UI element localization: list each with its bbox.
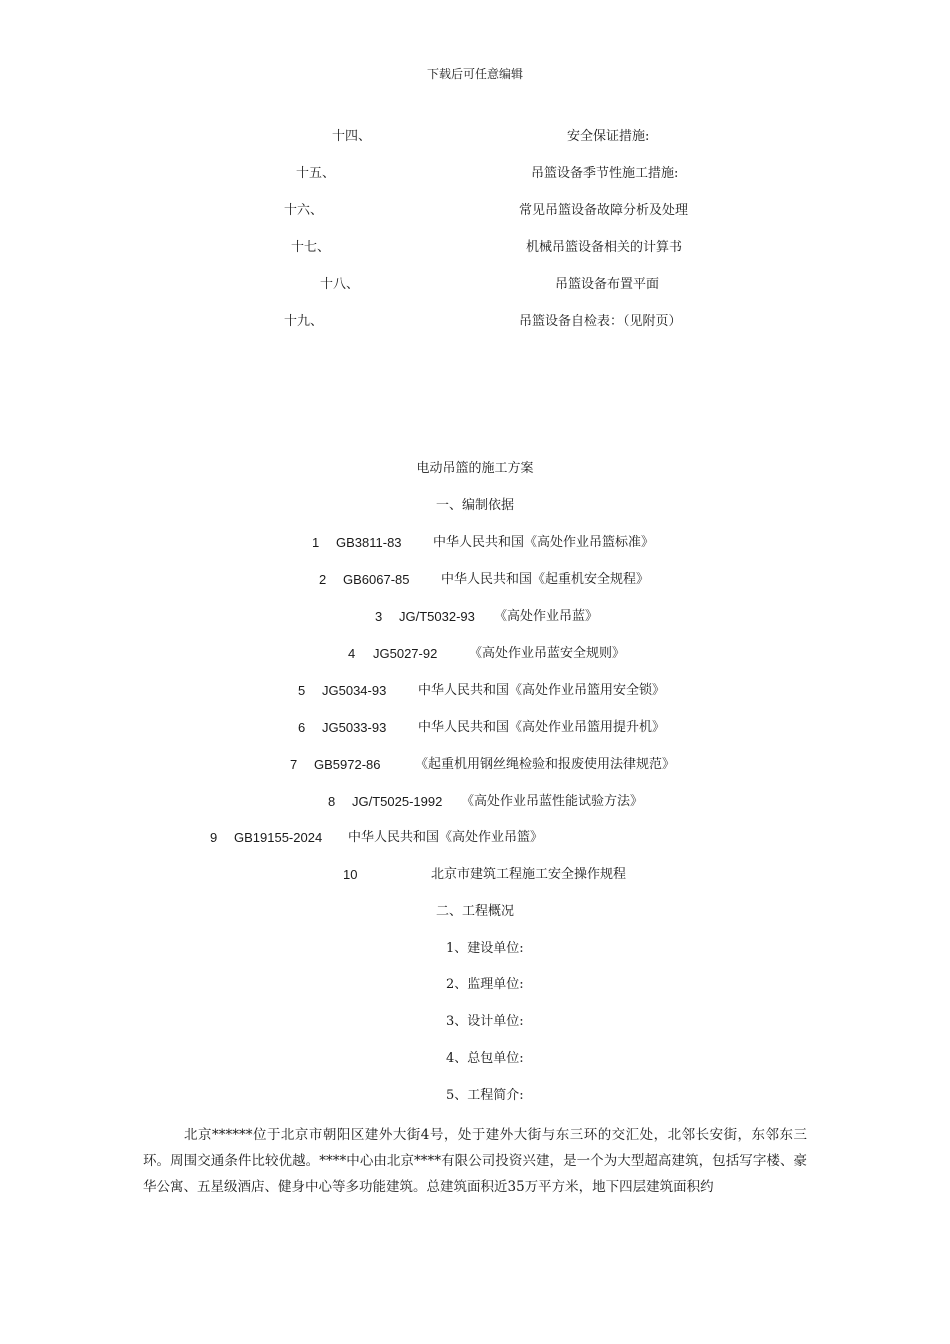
reference-title: 《高处作业吊蓝安全规则》 [469,646,626,661]
reference-number: 5 [298,683,306,698]
reference-number: 1 [312,535,320,550]
project-description-paragraph: 北京******位于北京市朝阳区建外大街4号，处于建外大街与东三环的交汇处，北邻长安街，东邻东三环。周围交通条件比较优越。****中心由北京****有限公司投资兴建，是一个为大型超高建筑，包括写字楼、豪华公寓、五星级酒店、健身中心等多功能建筑。总建筑面积近35万平方米，地下四层建筑面积约 [143,1127,807,1195]
reference-number: 2 [319,572,327,587]
reference-number: 9 [210,830,218,845]
reference-number: 8 [328,794,336,809]
reference-code: JG5034-93 [322,683,387,698]
reference-title: 《高处作业吊蓝性能试验方法》 [461,794,644,809]
reference-title: 北京市建筑工程施工安全操作规程 [431,867,627,882]
toc-number: 十八、 [320,277,360,292]
reference-code: GB3811-83 [336,535,402,550]
reference-title: 中华人民共和国《高处作业吊篮用提升机》 [418,720,666,735]
reference-title: 中华人民共和国《高处作业吊篮用安全锁》 [418,683,666,698]
toc-number: 十六、 [284,203,324,218]
info-item: 3、设计单位: [446,1014,524,1029]
toc-title: 常见吊篮设备故障分析及处理 [519,203,689,218]
reference-title: 《起重机用钢丝绳检验和报废使用法律规范》 [415,757,676,772]
reference-title: 中华人民共和国《起重机安全规程》 [441,572,650,587]
document-title: 电动吊篮的施工方案 [416,461,534,476]
reference-code: JG5027-92 [373,646,438,661]
reference-code: JG/T5032-93 [399,609,475,624]
info-item: 2、监理单位: [446,977,524,992]
toc-number: 十九、 [284,314,324,329]
reference-code: JG/T5025-1992 [352,794,443,809]
reference-number: 3 [375,609,383,624]
reference-code: JG5033-93 [322,720,387,735]
info-item: 1、建设单位: [446,941,524,956]
reference-title: 中华人民共和国《高处作业吊篮》 [348,830,544,845]
toc-number: 十七、 [291,240,331,255]
toc-title: 吊篮设备季节性施工措施: [531,166,679,181]
info-item: 5、工程简介: [446,1088,524,1103]
reference-code: GB19155-2024 [234,830,323,845]
toc-number: 十四、 [332,129,372,144]
reference-number: 4 [348,646,356,661]
reference-code: GB6067-85 [343,572,410,587]
reference-number: 10 [343,867,358,882]
toc-title: 吊篮设备自检表：（见附页） [519,314,682,329]
reference-number: 6 [298,720,306,735]
reference-code: GB5972-86 [314,757,381,772]
reference-title: 中华人民共和国《高处作业吊篮标准》 [433,535,655,550]
toc-number: 十五、 [296,166,336,181]
info-item: 4、总包单位: [446,1051,524,1066]
page-header: 下载后可任意编辑 [426,67,523,81]
reference-title: 《高处作业吊蓝》 [494,609,599,624]
toc-title: 机械吊篮设备相关的计算书 [526,240,683,255]
reference-number: 7 [290,757,298,772]
section-heading: 一、编制依据 [435,498,514,513]
section-heading: 二、工程概况 [435,904,514,919]
toc-title: 吊篮设备布置平面 [555,277,660,292]
toc-title: 安全保证措施: [567,129,650,144]
